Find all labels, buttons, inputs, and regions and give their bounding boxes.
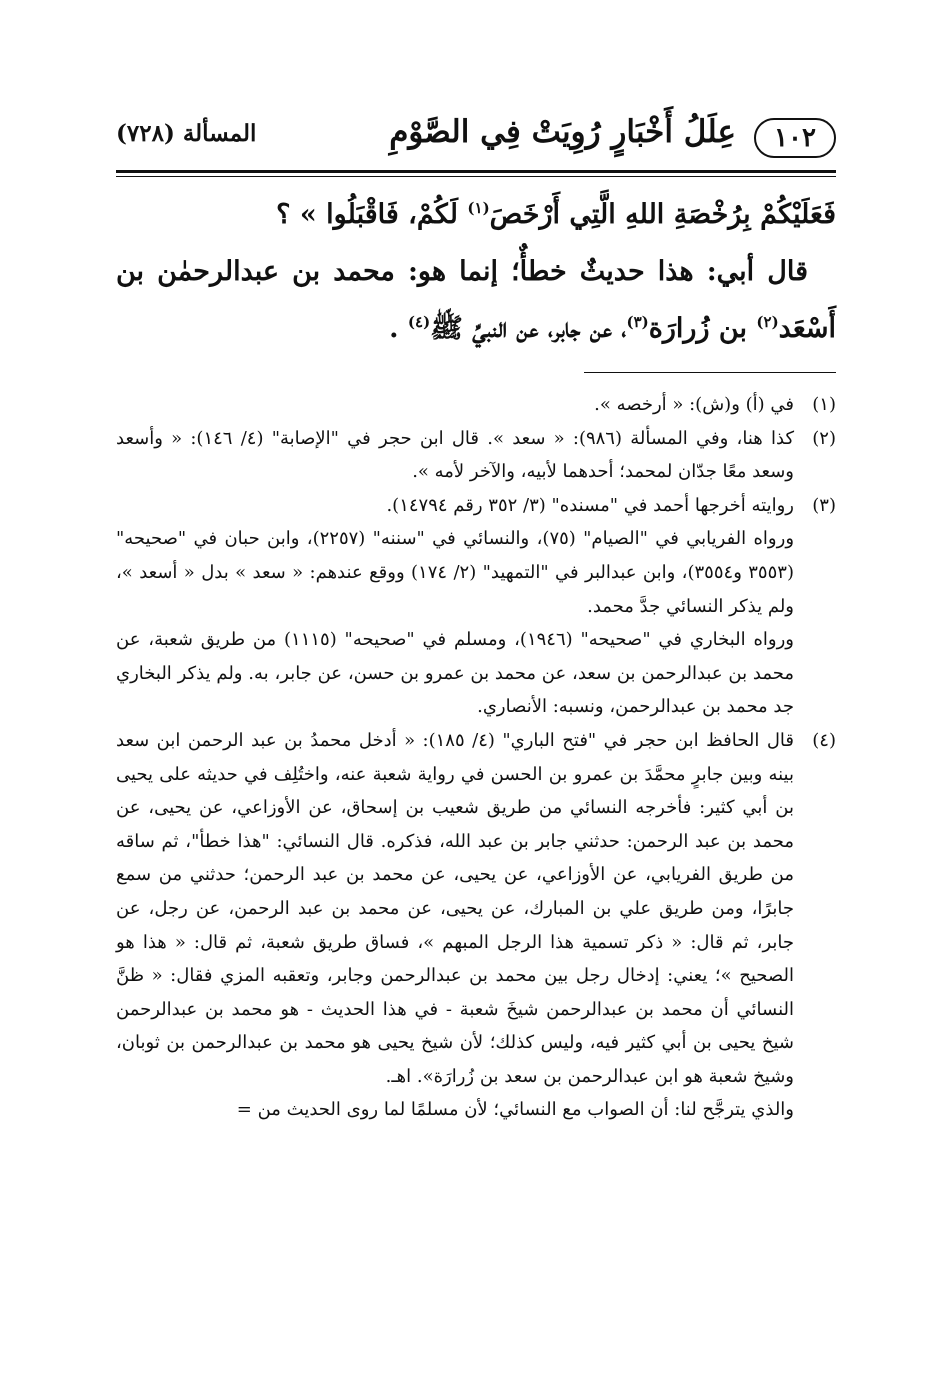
footnote-text: قال الحافظ ابن حجر في "فتح الباري" (٤/ ١٨٥): « أدخل محمدُ بن عبد الرحمن ابن سعد بينه وبين جابرٍ محمَّدَ بن عمرو بن الحسن في رواية شعبة عنه، واختُلِف في حديثه على يحيى بن أبي كثير: فأخرجه النسائي من طريق شعيب بن إسحاق، عن الأوزاعي، عن يحيى، عن محمد بن عبد الرحمن: حدثني جابر بن عبد الله، فذكره. قال النسائي: "هذا خطأ"، ثم ساقه من طريق الفريابي، عن الأوزاعي، عن يحيى، عن محمد بن عبد الرحمن؛ حدثني من سمع جابرًا، ومن طريق علي بن المبارك، عن يحيى، عن محمد بن عبد الرحمن، عن رجل، عن جابر، ثم قال: « ذكر تسمية هذا الرجل المبهم »، فساق طريق شعبة، ثم قال: « هذا هو الصحيح »؛ يعني: إدخال رجل بين محمد بن عبدالرحمن وجابر، وتعقبه المزي فقال: « ظنَّ النسائي أن محمد بن عبدالرحمن شيخَ شعبة - في هذا الحديث - هو محمد بن عبدالرحمن شيخ يحيى بن أبي كثير فيه، وليس كذلك؛ لأن شيخ يحيى هو محمد بن عبدالرحمن بن ثوبان، وشيخ شعبة هو ابن عبدالرحمن بن سعد بن زُرارَة». اهـ.: [116, 729, 794, 1087]
footnote-ref: (١): [467, 199, 490, 217]
footnote-number: (١): [812, 394, 836, 415]
page-number-badge: [754, 118, 836, 158]
footnote-ref: (٢): [756, 313, 779, 331]
footnote-text: في (أ) و(ش): « أرخصه ».: [594, 394, 794, 415]
hadith-ending: فَعَلَيْكُمْ بِرُخْصَةِ اللهِ الَّتِي أَرْخَصَ$^{(١)}$ لَكُمْ، فَاقْبَلُوا » ؟: [276, 199, 836, 230]
footnote-2: [116, 422, 836, 489]
footnote-1: [116, 388, 836, 422]
header-rule: [116, 170, 836, 173]
issue-number: المسألة (٧٢٨): [116, 120, 257, 147]
footnote-number: (٢): [812, 427, 836, 449]
footnote-text: روايته أخرجها أحمد في "مسنده" (٣/ ٣٥٢ رقم ١٤٧٩٤).: [386, 494, 794, 516]
footnote-number: (٣): [812, 494, 836, 516]
header-rule-thin: [116, 176, 836, 177]
footnote-3: [116, 489, 836, 724]
footnote-text: ورواه الفريابي في "الصيام" (٧٥)، والنسائي في "سننه" (٢٢٥٧)، وابن حبان في "صحيحه" (٣٥٥٣ و٣٥٥٤)، وابن عبدالبر في "التمهيد" (٢/ ١٧٤) ووقع عندهم: « سعد » بدل « أسعد »، ولم يذكر النسائي جدَّ محمد.: [116, 528, 795, 617]
page-header: [116, 112, 836, 170]
page-number: ١٠٢: [774, 123, 816, 153]
abu-hatim-comment: قال أبي: هذا حديثٌ خطأٌ؛ إنما هو: محمد بن عبدالرحمٰن بن أَسْعَد$^{(٢)}$ بن زُرارَة$^{(٣)}$، عن جابر، عن النبيِّ ﷺ$^{(٤)}$ .: [116, 256, 836, 344]
footnotes: [116, 388, 836, 1127]
footnote-text: ورواه البخاري في "صحيحه" (١٩٤٦)، ومسلم في "صحيحه" (١١١٥) من طريق شعبة، عن محمد بن عبدالرحمن بن سعد، عن محمد بن عمرو بن حسن، عن جابر، به. ولم يذكر البخاري جد محمد بن عبدالرحمن، ونسبه: الأنصاري.: [116, 629, 794, 718]
book-title: عِلَلُ أَخْبَارٍ رُوِيَتْ فِي الصَّوْمِ: [389, 114, 736, 150]
footnote-ref: (٣): [626, 313, 649, 331]
footnote-text: والذي يترجَّح لنا: أن الصواب مع النسائي؛ لأن مسلمًا لما روى الحديث من =: [236, 1099, 794, 1121]
main-text: [116, 186, 836, 357]
footnote-4: [116, 724, 836, 1127]
footnote-number: (٤): [812, 729, 836, 751]
footnote-separator: [584, 372, 836, 373]
footnote-text: كذا هنا، وفي المسألة (٩٨٦): « سعد ». قال ابن حجر في "الإصابة" (٤/ ١٤٦): « وأسعد وسعد معًا جدّان لمحمد؛ أحدهما لأبيه، والآخر لأمه ».: [116, 427, 795, 483]
footnote-ref: (٤): [407, 313, 431, 331]
